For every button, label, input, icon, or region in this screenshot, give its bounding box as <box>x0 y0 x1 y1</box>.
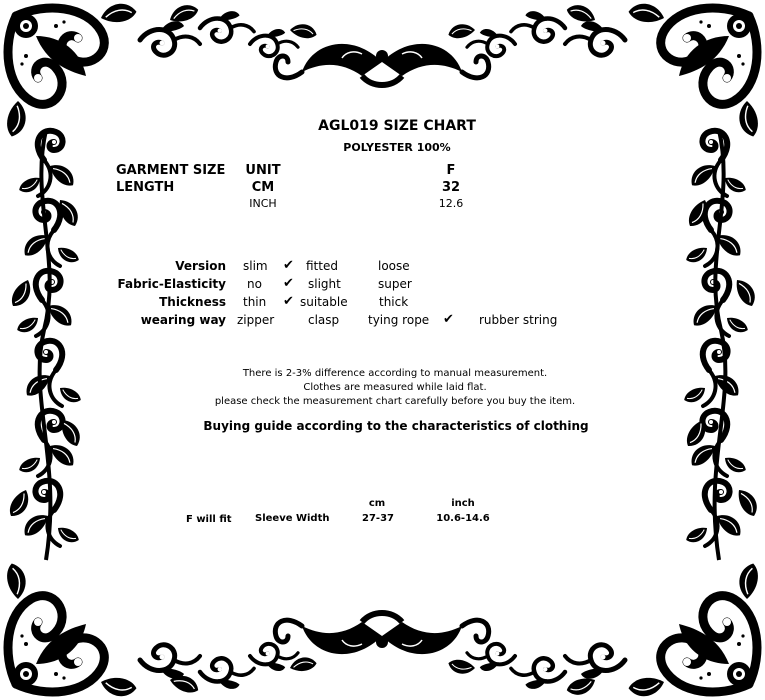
thickness-option-thick: thick <box>379 295 409 309</box>
wearing-option-clasp: clasp <box>308 313 340 327</box>
version-option-loose: loose <box>378 259 410 273</box>
check-icon: ✔ <box>283 258 294 273</box>
cm-header: cm <box>368 498 386 509</box>
check-icon: ✔ <box>443 312 454 327</box>
wearing-option-tying-rope: tying rope <box>368 313 430 327</box>
wearing-way-label: wearing way <box>140 313 226 327</box>
sleeve-width-inch: 10.6-14.6 <box>436 513 490 524</box>
size-chart-title: AGL019 SIZE CHART <box>318 118 476 134</box>
unit-header: UNIT <box>245 163 281 178</box>
unit-cm: CM <box>251 180 275 195</box>
version-option-fitted: fitted <box>306 259 338 273</box>
version-label: Version <box>175 259 226 273</box>
garment-size-header: GARMENT SIZE <box>116 163 226 178</box>
thickness-label: Thickness <box>159 295 226 309</box>
length-inch-value: 12.6 <box>438 197 464 210</box>
material-label: POLYESTER 100% <box>343 141 451 154</box>
elasticity-option-slight: slight <box>308 277 341 291</box>
note-line: please check the measurement chart carefully before you buy the item. <box>214 396 576 407</box>
note-line: Clothes are measured while laid flat. <box>303 382 487 393</box>
length-label: LENGTH <box>116 180 175 195</box>
thickness-option-suitable: suitable <box>300 295 348 309</box>
inch-header: inch <box>451 498 475 509</box>
length-cm-value: 32 <box>441 180 461 195</box>
size-f-header: F <box>446 163 456 178</box>
unit-inch: INCH <box>249 197 277 210</box>
sleeve-width-cm: 27-37 <box>362 513 394 524</box>
wearing-option-zipper: zipper <box>237 313 275 327</box>
elasticity-option-no: no <box>247 277 262 291</box>
check-icon: ✔ <box>283 276 294 291</box>
sleeve-width-label: Sleeve Width <box>255 513 330 524</box>
check-icon: ✔ <box>283 294 294 309</box>
elasticity-option-super: super <box>378 277 412 291</box>
note-line: There is 2-3% difference according to manual measurement. <box>242 368 548 379</box>
buying-guide-heading: Buying guide according to the characteristics of clothing <box>203 419 589 433</box>
version-option-slim: slim <box>243 259 268 273</box>
fabric-elasticity-label: Fabric-Elasticity <box>117 277 226 291</box>
thickness-option-thin: thin <box>243 295 267 309</box>
wearing-option-rubber-string: rubber string <box>479 313 558 327</box>
fit-label: F will fit <box>186 514 232 525</box>
